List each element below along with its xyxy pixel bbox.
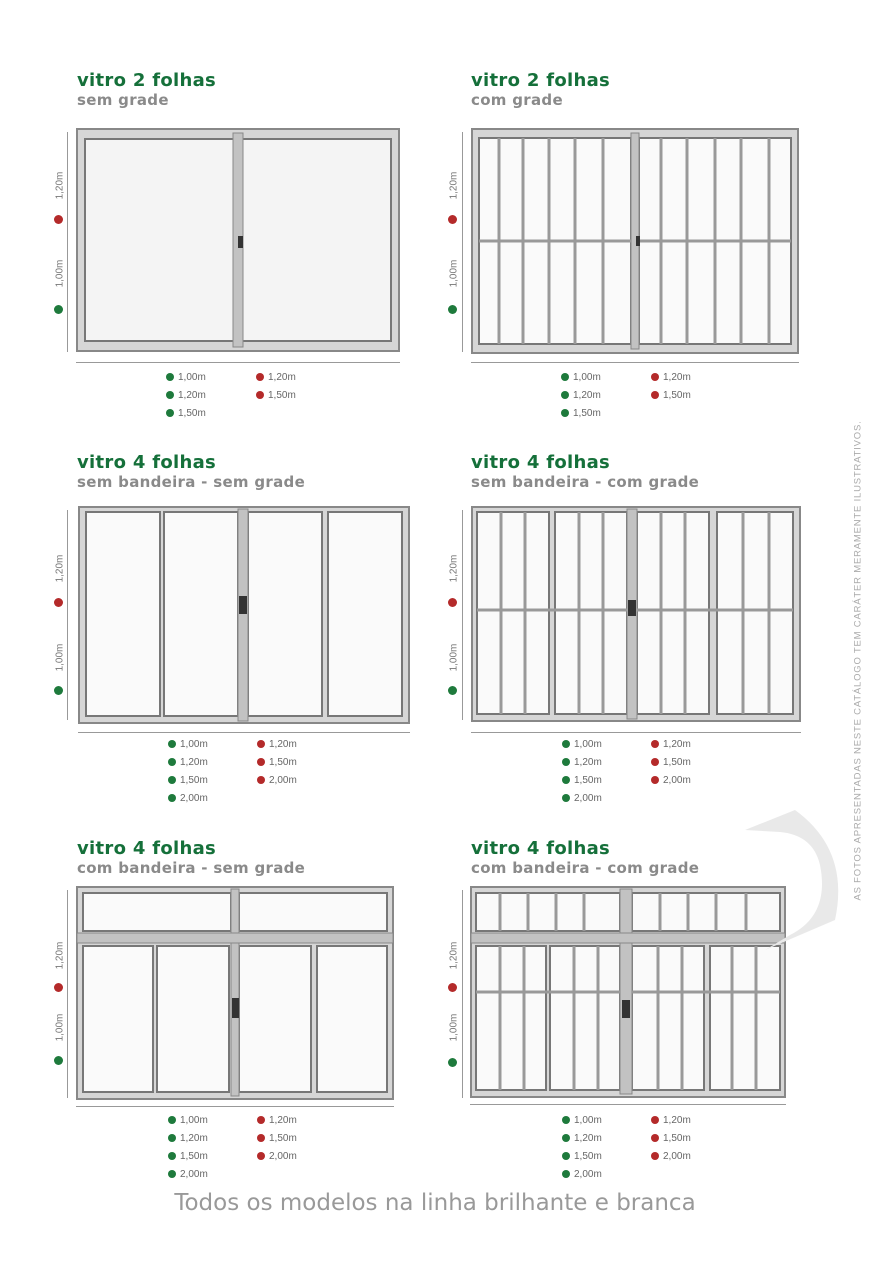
width-option: 2,00m xyxy=(168,789,208,807)
red-dot xyxy=(448,215,457,224)
width-list-green xyxy=(166,368,206,422)
red-dot xyxy=(257,1152,265,1160)
red-dot xyxy=(448,983,457,992)
width-option: 2,00m xyxy=(562,1165,602,1183)
product-2-header xyxy=(77,452,305,491)
red-dot xyxy=(651,776,659,784)
product-5-header xyxy=(471,838,699,877)
red-dot xyxy=(54,598,63,607)
red-dot xyxy=(257,740,265,748)
width-option: 2,00m xyxy=(257,1147,297,1165)
width-dimension-line xyxy=(471,362,799,363)
green-dot xyxy=(562,758,570,766)
height-label-green: 1,00m xyxy=(54,1013,66,1042)
green-dot xyxy=(562,1134,570,1142)
width-option: 1,20m xyxy=(257,735,297,753)
width-option: 1,50m xyxy=(562,1147,602,1165)
red-dot xyxy=(257,1116,265,1124)
width-option: 1,50m xyxy=(561,404,601,422)
red-dot xyxy=(651,1116,659,1124)
height-label-green: 1,00m xyxy=(448,1013,460,1042)
green-dot xyxy=(562,1152,570,1160)
green-dot xyxy=(168,1152,176,1160)
width-option: 1,50m xyxy=(168,771,208,789)
product-title: vitro 2 folhas xyxy=(471,70,611,91)
product-title: vitro 4 folhas xyxy=(77,452,217,473)
green-dot xyxy=(168,740,176,748)
red-dot xyxy=(54,215,63,224)
green-dot xyxy=(54,1056,63,1065)
height-label-red: 1,20m xyxy=(448,171,460,200)
width-dimension-line xyxy=(78,732,410,733)
window-illustration xyxy=(471,506,801,722)
product-3-header xyxy=(471,452,699,491)
product-4-header xyxy=(77,838,305,877)
height-label-green: 1,00m xyxy=(54,259,66,288)
green-dot xyxy=(448,686,457,695)
width-dimension-line xyxy=(470,1104,786,1105)
red-dot xyxy=(448,598,457,607)
height-dimension-line xyxy=(462,132,463,352)
product-title: vitro 4 folhas xyxy=(471,452,611,473)
green-dot xyxy=(166,373,174,381)
width-option: 1,20m xyxy=(256,368,296,386)
width-option: 1,50m xyxy=(166,404,206,422)
width-list-red xyxy=(651,1111,691,1165)
height-dimension-line xyxy=(462,890,463,1098)
red-dot xyxy=(651,1134,659,1142)
width-option: 2,00m xyxy=(257,771,297,789)
green-dot xyxy=(54,686,63,695)
width-option: 1,20m xyxy=(168,1129,208,1147)
green-dot xyxy=(166,409,174,417)
product-title: vitro 4 folhas xyxy=(471,838,611,859)
red-dot xyxy=(256,373,264,381)
width-option: 1,20m xyxy=(651,368,691,386)
product-subtitle: sem bandeira - com grade xyxy=(471,473,700,491)
footer-text: Todos os modelos na linha brilhante e branca xyxy=(174,1190,696,1216)
width-list-green xyxy=(562,1111,602,1183)
red-dot xyxy=(256,391,264,399)
width-option: 1,00m xyxy=(562,735,602,753)
product-1-header xyxy=(471,70,610,109)
width-option: 1,20m xyxy=(651,1111,691,1129)
width-option: 1,20m xyxy=(168,753,208,771)
green-dot xyxy=(562,740,570,748)
width-option: 2,00m xyxy=(651,1147,691,1165)
width-option: 1,00m xyxy=(168,735,208,753)
green-dot xyxy=(562,794,570,802)
green-dot xyxy=(562,776,570,784)
red-dot xyxy=(257,758,265,766)
green-dot xyxy=(168,1170,176,1178)
width-option: 1,20m xyxy=(562,1129,602,1147)
product-subtitle: sem grade xyxy=(77,91,169,109)
red-dot xyxy=(651,373,659,381)
height-label-red: 1,20m xyxy=(448,941,460,970)
width-list-green xyxy=(168,1111,208,1183)
width-list-green xyxy=(561,368,601,422)
width-dimension-line xyxy=(76,362,400,363)
width-option: 2,00m xyxy=(562,789,602,807)
height-label-red: 1,20m xyxy=(54,171,66,200)
height-label-green: 1,00m xyxy=(448,643,460,672)
width-list-red xyxy=(257,735,297,789)
red-dot xyxy=(651,740,659,748)
green-dot xyxy=(168,794,176,802)
width-option: 1,50m xyxy=(651,386,691,404)
red-dot xyxy=(651,1152,659,1160)
green-dot xyxy=(168,1134,176,1142)
red-dot xyxy=(651,758,659,766)
window-illustration xyxy=(471,128,799,354)
green-dot xyxy=(448,305,457,314)
red-dot xyxy=(257,1134,265,1142)
height-label-red: 1,20m xyxy=(54,941,66,970)
width-list-red xyxy=(256,368,296,404)
product-subtitle: sem bandeira - sem grade xyxy=(77,473,306,491)
product-subtitle: com grade xyxy=(471,91,563,109)
width-option: 1,00m xyxy=(168,1111,208,1129)
width-option: 1,50m xyxy=(651,753,691,771)
width-option: 1,50m xyxy=(257,1129,297,1147)
disclaimer-text: AS FOTOS APRESENTADAS NESTE CATÁLOGO TEM CARÁTER MERAMENTE ILUSTRATIVOS. xyxy=(852,420,864,901)
width-dimension-line xyxy=(471,732,801,733)
height-label-red: 1,20m xyxy=(54,554,66,583)
green-dot xyxy=(448,1058,457,1067)
green-dot xyxy=(562,1116,570,1124)
red-dot xyxy=(54,983,63,992)
green-dot xyxy=(561,409,569,417)
green-dot xyxy=(168,776,176,784)
width-option: 1,20m xyxy=(257,1111,297,1129)
product-0-header xyxy=(77,70,216,109)
green-dot xyxy=(166,391,174,399)
red-dot xyxy=(651,391,659,399)
width-option: 1,00m xyxy=(561,368,601,386)
window-illustration xyxy=(78,506,410,724)
red-dot xyxy=(257,776,265,784)
width-option: 1,20m xyxy=(166,386,206,404)
width-option: 1,50m xyxy=(168,1147,208,1165)
product-title: vitro 4 folhas xyxy=(77,838,217,859)
height-dimension-line xyxy=(67,132,68,352)
width-list-red xyxy=(651,368,691,404)
height-dimension-line xyxy=(67,510,68,720)
width-option: 1,50m xyxy=(256,386,296,404)
product-subtitle: com bandeira - com grade xyxy=(471,859,700,877)
height-label-green: 1,00m xyxy=(448,259,460,288)
window-illustration xyxy=(76,128,400,352)
width-option: 1,20m xyxy=(651,735,691,753)
width-option: 1,00m xyxy=(166,368,206,386)
height-label-green: 1,00m xyxy=(54,643,66,672)
height-label-red: 1,20m xyxy=(448,554,460,583)
width-option: 1,20m xyxy=(561,386,601,404)
width-dimension-line xyxy=(76,1106,394,1107)
width-list-green xyxy=(562,735,602,807)
product-subtitle: com bandeira - sem grade xyxy=(77,859,306,877)
green-dot xyxy=(561,391,569,399)
width-option: 1,20m xyxy=(562,753,602,771)
product-title: vitro 2 folhas xyxy=(77,70,217,91)
height-dimension-line xyxy=(67,890,68,1098)
width-option: 2,00m xyxy=(651,771,691,789)
width-list-red xyxy=(257,1111,297,1165)
watermark-logo xyxy=(735,790,855,970)
window-illustration xyxy=(76,886,394,1100)
width-list-green xyxy=(168,735,208,807)
green-dot xyxy=(168,758,176,766)
width-list-red xyxy=(651,735,691,789)
width-option: 1,00m xyxy=(562,1111,602,1129)
green-dot xyxy=(54,305,63,314)
width-option: 1,50m xyxy=(651,1129,691,1147)
green-dot xyxy=(168,1116,176,1124)
green-dot xyxy=(561,373,569,381)
green-dot xyxy=(562,1170,570,1178)
width-option: 1,50m xyxy=(257,753,297,771)
height-dimension-line xyxy=(462,510,463,720)
width-option: 2,00m xyxy=(168,1165,208,1183)
width-option: 1,50m xyxy=(562,771,602,789)
